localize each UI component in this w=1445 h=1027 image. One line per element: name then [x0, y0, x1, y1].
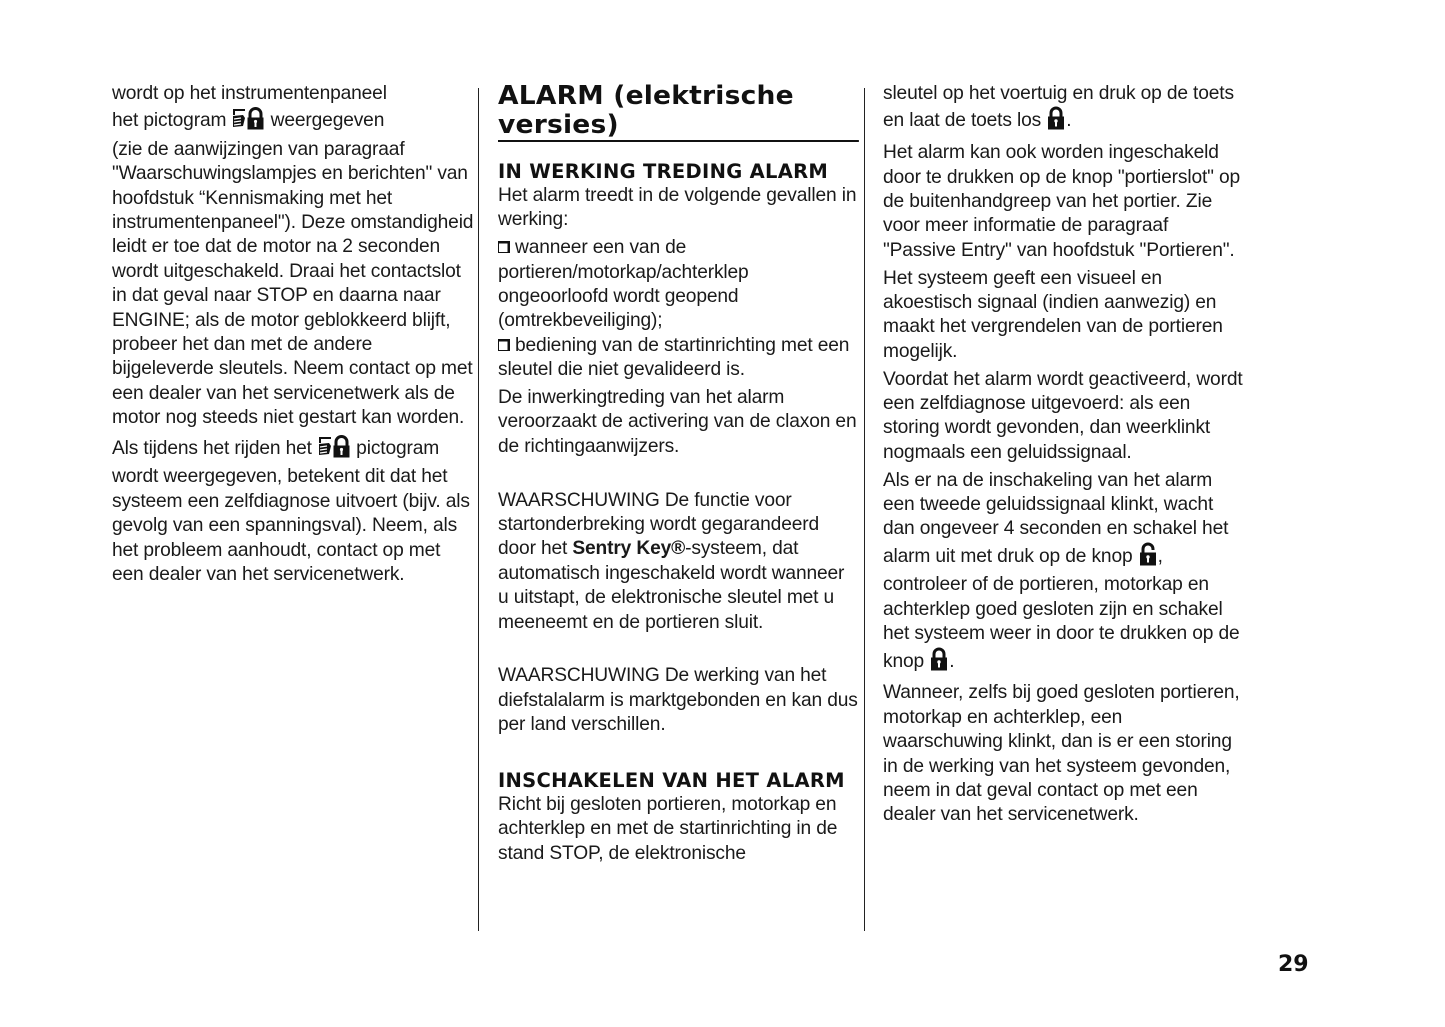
list-item: [498, 334, 858, 383]
paragraph: [112, 434, 474, 587]
text: Als er na de inschakeling van het alarm een tweede geluidssignaal klinkt, wacht dan ongeveer 4 seconden en schakel het alarm uit met druk op de knop: [883, 469, 1229, 567]
checkbox-bullet-icon: [498, 339, 510, 351]
warning-paragraph: WAARSCHUWING De werking van het diefstalalarm is marktgebonden en kan dus per land verschillen.: [498, 665, 858, 736]
left-column: [112, 82, 474, 591]
column-divider: [864, 88, 865, 931]
text: weergegeven: [265, 110, 385, 132]
text: .: [949, 650, 955, 672]
brand-name: Sentry Key®: [572, 538, 686, 560]
text: (zie de aanwijzingen van paragraaf "Waarschuwingslampjes en berichten" van hoofdstuk “Kennismaking met het instrumentenpaneel"). Deze omstandigheid leidt er toe dat de motor na 2 seconden wordt uitgeschakeld. Draai het contactslot in dat geval naar STOP en daarna naar ENGINE; als de motor geblokkeerd blijft, probeer het dan met de andere bijgeleverde sleutels. Neem contact op met een dealer van het servicenetwerk als de motor nog steeds niet gestart kan worden.: [112, 138, 474, 429]
paragraph: De inwerkingtreding van het alarm veroorzaakt de activering van de claxon en de richtingaanwijzers.: [498, 387, 857, 457]
paragraph: Wanneer, zelfs bij goed gesloten portieren, motorkap en achterklep, een waarschuwing klinkt, dan is er een storing in de werking van het systeem gevonden, neem in dat geval contact op met een dealer van het servicenetwerk.: [883, 682, 1240, 826]
paragraph: [883, 82, 1243, 138]
right-column: [883, 82, 1243, 831]
paragraph: Richt bij gesloten portieren, motorkap en achterklep en met de startinrichting in de stand STOP, de elektronische: [498, 794, 838, 864]
subsection-title: INSCHAKELEN VAN HET ALARM: [498, 769, 845, 793]
text: wanneer een van de portieren/motorkap/achterklep ongeoorloofd wordt geopend (omtrekbeveiliging);: [498, 237, 749, 332]
paragraph: Het alarm treedt in de volgende gevallen in werking:: [498, 185, 857, 231]
middle-column: [498, 82, 858, 870]
subsection-title: IN WERKING TREDING ALARM: [498, 160, 829, 183]
paragraph: [112, 82, 474, 431]
spacer: [498, 741, 858, 751]
text: bediening van de startinrichting met een sleutel die niet gevalideerd is.: [498, 334, 850, 381]
list-item: [498, 236, 858, 334]
spacer: [498, 638, 858, 664]
paragraph: Het systeem geeft een visueel en akoestisch signaal (indien aanwezig) en maakt het vergrendelen van de portieren mogelijk.: [883, 267, 1223, 362]
page-number: 29: [1278, 952, 1309, 977]
text: -systeem, dat automatisch ingeschakeld wordt wanneer u uitstapt, de elektronische sleutel met u meeneemt en de portieren sluit.: [498, 538, 845, 633]
lock-icon: [929, 647, 949, 678]
text: Als tijdens het rijden het: [112, 438, 317, 460]
immobilizer-warning-icon: [231, 106, 265, 137]
paragraph: Het alarm kan ook worden ingeschakeld door te drukken op de knop "portierslot" op de buitenhandgreep van het portier. Zie voor meer informatie de paragraaf "Passive Entry" van hoofdstuk "Portieren".: [883, 142, 1241, 261]
text: pictogram wordt weergegeven, betekent dit dat het systeem een zelfdiagnose uitvoert (bijv. als gevolg van een spanningsval). Neem, als het probleem aanhoudt, contact op met een dealer van het servicenetwerk.: [112, 438, 470, 586]
section-title: ALARM (elektrische versies): [498, 82, 859, 142]
paragraph: [883, 469, 1243, 678]
text: sleutel op het voertuig en druk op de toets en laat de toets los: [883, 83, 1234, 132]
unlock-icon: [1138, 542, 1158, 573]
text: het pictogram: [112, 110, 232, 132]
text: , controleer of de portieren, motorkap en achterklep goed gesloten zijn en schakel het systeem weer in door te drukken op de knop: [883, 545, 1240, 672]
text: .: [1066, 110, 1072, 132]
paragraph: Voordat het alarm wordt geactiveerd, wordt een zelfdiagnose uitgevoerd: als een storing wordt gevonden, dan weerklinkt nogmaals een geluidssignaal.: [883, 368, 1243, 463]
text: WAARSCHUWING De functie voor startonderbreking wordt gegarandeerd door het: [498, 489, 819, 560]
warning-paragraph: [498, 489, 858, 635]
column-divider: [478, 88, 479, 931]
bullet-list: [498, 236, 858, 382]
checkbox-bullet-icon: [498, 241, 510, 253]
lock-icon: [1046, 106, 1066, 137]
spacer: [498, 463, 858, 489]
immobilizer-warning-icon: [317, 434, 351, 465]
text: wordt op het instrumentenpaneel: [112, 83, 387, 104]
